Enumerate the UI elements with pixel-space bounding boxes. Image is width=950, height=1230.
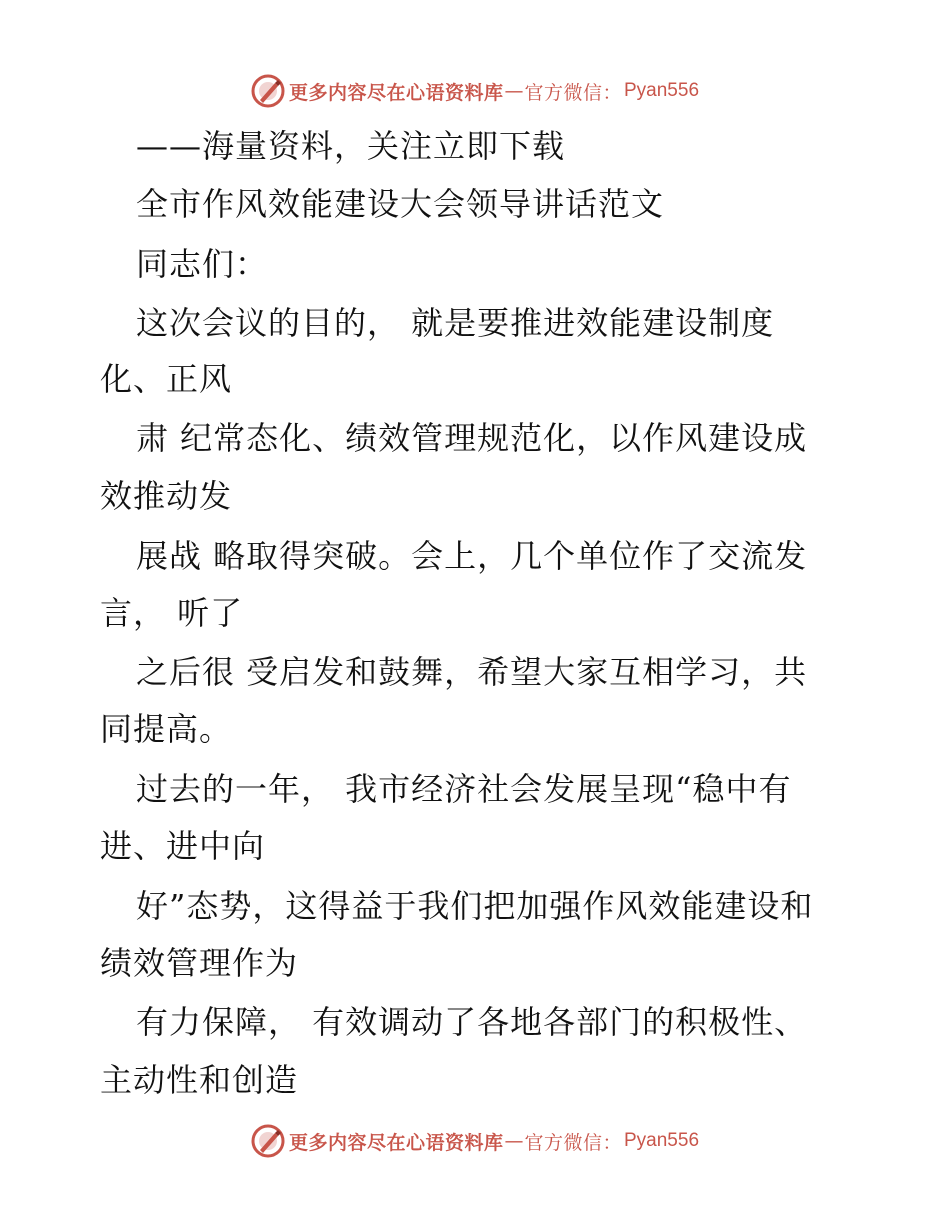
banner-dash: — bbox=[504, 1130, 524, 1152]
header-banner bbox=[0, 71, 950, 111]
footer-banner bbox=[0, 1121, 950, 1161]
banner-sub-text: 官方微信： bbox=[524, 81, 622, 104]
banner-main-text: 更多内容尽在心语资料库 bbox=[288, 81, 504, 104]
document-line: 同志们： bbox=[136, 245, 269, 283]
banner-wechat-id: Pyan556 bbox=[624, 1130, 700, 1151]
banner-main-text: 更多内容尽在心语资料库 bbox=[288, 1131, 504, 1154]
document-line: 展战 略取得突破。会上，几个单位作了交流发 bbox=[136, 537, 808, 575]
banner-content bbox=[251, 1124, 699, 1158]
banner-content bbox=[251, 74, 699, 108]
banner-wechat-id: Pyan556 bbox=[624, 80, 700, 101]
document-line: 肃 纪常态化、绩效管理规范化，以作风建设成 bbox=[136, 419, 808, 457]
document-line: 进、进中向 bbox=[100, 827, 266, 865]
pen-logo-icon bbox=[251, 1124, 285, 1158]
document-line: 好”态势，这得益于我们把加强作风效能建设和 bbox=[136, 887, 814, 925]
document-line: 言， 听了 bbox=[100, 594, 244, 632]
document-line: 之后很 受启发和鼓舞，希望大家互相学习，共 bbox=[136, 653, 808, 691]
document-line: 化、正风 bbox=[100, 360, 233, 398]
document-line: 有力保障， 有效调动了各地各部门的积极性、 bbox=[136, 1003, 808, 1041]
banner-sub-text: 官方微信： bbox=[524, 1131, 622, 1154]
document-line: 效推动发 bbox=[100, 477, 233, 515]
document-line: 绩效管理作为 bbox=[100, 944, 299, 982]
document-line: ——海量资料，关注立即下载 bbox=[136, 127, 566, 165]
document-title: 全市作风效能建设大会领导讲话范文 bbox=[136, 185, 665, 223]
banner-dash: — bbox=[504, 80, 524, 102]
document-line: 过去的一年， 我市经济社会发展呈现“稳中有 bbox=[136, 770, 792, 808]
document-line: 同提高。 bbox=[100, 710, 233, 748]
document-line: 主动性和创造 bbox=[100, 1061, 299, 1099]
pen-logo-icon bbox=[251, 74, 285, 108]
document-line: 这次会议的目的， 就是要推进效能建设制度 bbox=[136, 304, 775, 342]
